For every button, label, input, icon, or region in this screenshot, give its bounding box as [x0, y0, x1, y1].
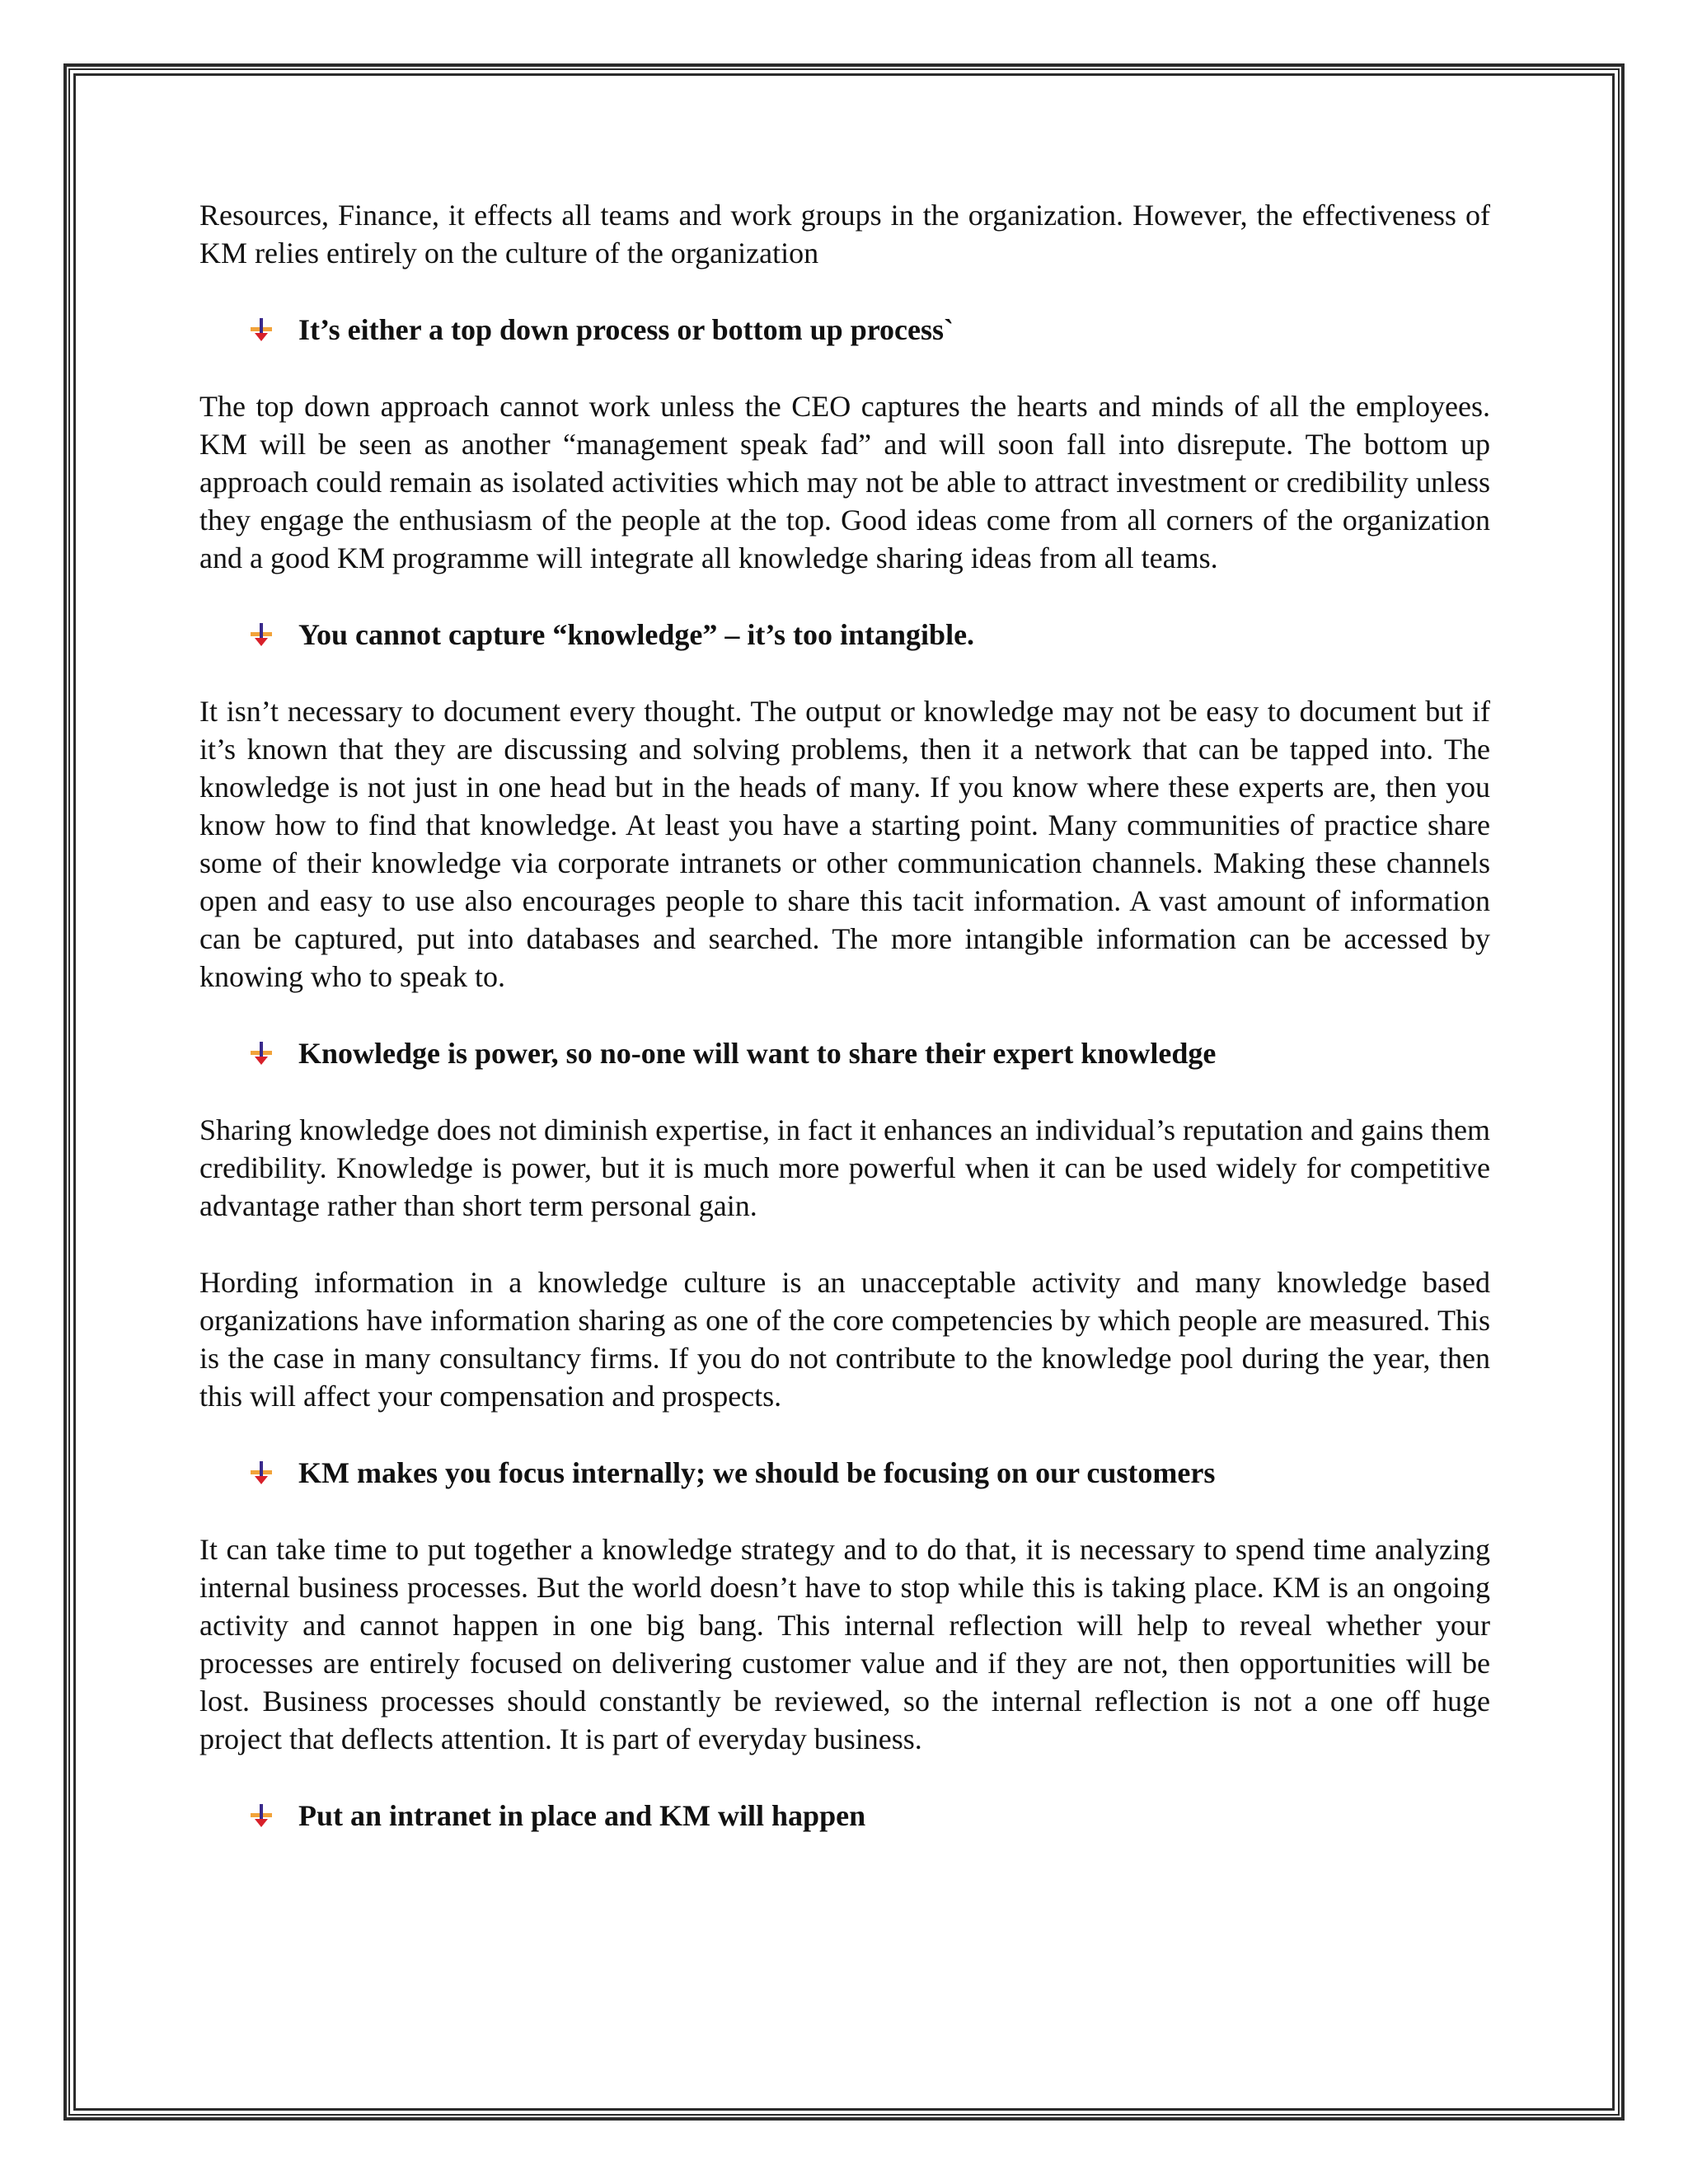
heading-text: KM makes you focus internally; we should be focusing on our customers	[298, 1456, 1216, 1489]
heading-text: You cannot capture “knowledge” – it’s too intangible.	[298, 618, 975, 651]
heading-text: It’s either a top down process or bottom up process`	[298, 313, 954, 346]
heading-top-down-bottom-up	[199, 311, 1490, 349]
heading-intranet	[199, 1797, 1490, 1835]
paragraph-sharing-knowledge: Sharing knowledge does not diminish expertise, in fact it enhances an individual’s reputation and gains them credibility. Knowledge is power, but it is much more powerful when it can be used widely for competitive advantage rather than short term personal gain.	[199, 1113, 1490, 1222]
paragraph-document-thought: It isn’t necessary to document every thought. The output or knowledge may not be easy to document but if it’s known that they are discussing and solving problems, then it a network that can be tapped into. The knowledge is not just in one head but in the heads of many. If you know where these experts are, then you know how to find that knowledge. At least you have a starting point. Many communities of practice share some of their knowledge via corporate intranets or other communication channels. Making these channels open and easy to use also encourages people to share this tacit information. A vast amount of information can be captured, put into databases and searched. The more intangible information can be accessed by knowing who to speak to.	[199, 695, 1490, 993]
down-arrow-bullet-icon	[251, 623, 272, 646]
down-arrow-bullet-icon	[251, 1042, 272, 1065]
heading-text: Knowledge is power, so no-one will want to share their expert knowledge	[298, 1037, 1217, 1070]
down-arrow-bullet-icon	[251, 1804, 272, 1827]
heading-text: Put an intranet in place and KM will happen	[298, 1799, 866, 1832]
heading-knowledge-is-power	[199, 1034, 1490, 1072]
paragraph-top-down-approach: The top down approach cannot work unless the CEO captures the hearts and minds of all the employees. KM will be seen as another “management speak fad” and will soon fall into disrepute. The bottom up approach could remain as isolated activities which may not be able to attract investment or credibility unless they engage the enthusiasm of the people at the top. Good ideas come from all corners of the organization and a good KM programme will integrate all knowledge sharing ideas from all teams.	[199, 390, 1490, 574]
document-body	[199, 196, 1490, 1873]
paragraph-km-culture: Resources, Finance, it effects all teams and work groups in the organization. However, the effectiveness of KM relies entirely on the culture of the organization	[199, 199, 1490, 269]
heading-focus-internally	[199, 1454, 1490, 1492]
heading-capture-knowledge	[199, 616, 1490, 654]
paragraph-hording-information: Hording information in a knowledge culture is an unacceptable activity and many knowledge based organizations have information sharing as one of the core competencies by which people are measured. This is the case in many consultancy firms. If you do not contribute to the knowledge pool during the year, then this will affect your compensation and prospects.	[199, 1266, 1490, 1413]
down-arrow-bullet-icon	[251, 318, 272, 341]
paragraph-knowledge-strategy: It can take time to put together a knowledge strategy and to do that, it is necessary to spend time analyzing internal business processes. But the world doesn’t have to stop while this is taking place. KM is an ongoing activity and cannot happen in one big bang. This internal reflection will help to reveal whether your processes are entirely focused on delivering customer value and if they are not, then opportunities will be lost. Business processes should constantly be reviewed, so the internal reflection is not a one off huge project that deflects attention. It is part of everyday business.	[199, 1533, 1490, 1755]
down-arrow-bullet-icon	[251, 1461, 272, 1484]
